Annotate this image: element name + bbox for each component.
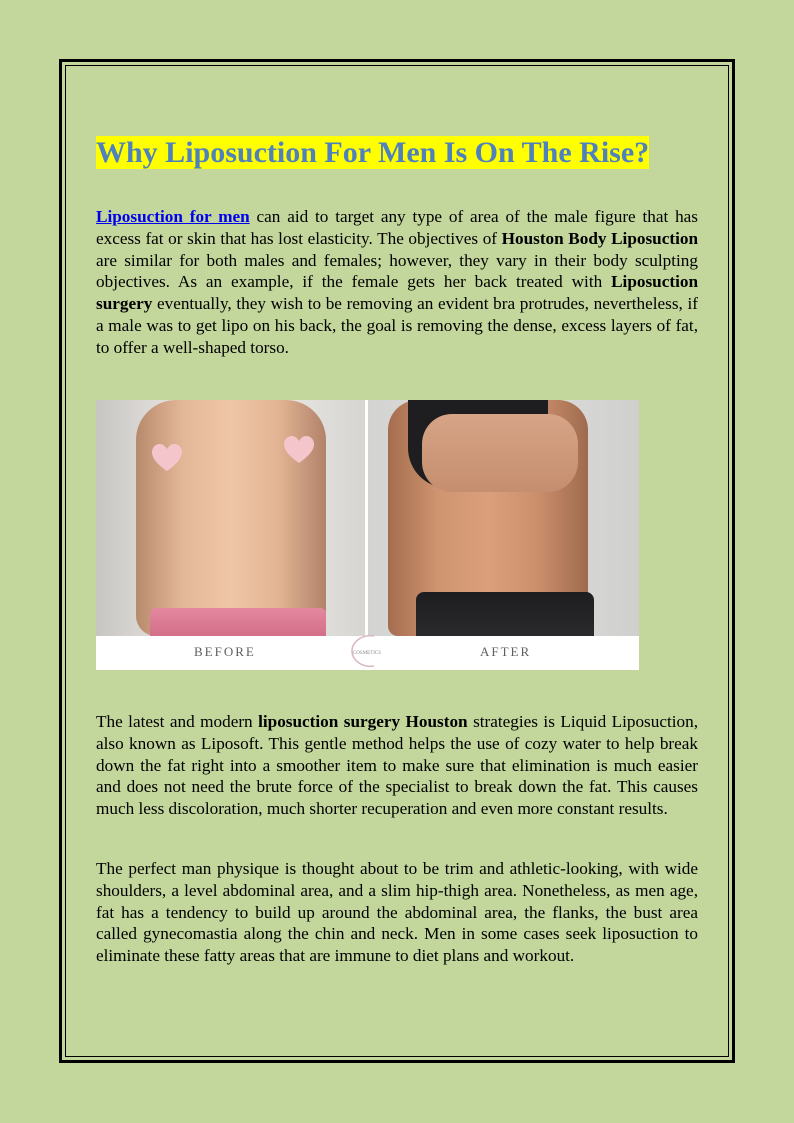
after-panel <box>368 400 639 636</box>
before-underwear <box>150 608 326 636</box>
before-after-photo <box>96 400 639 670</box>
liposuction-surgery-houston-term: liposuction surgery Houston <box>258 712 468 731</box>
logo-text: COSMETICS <box>352 651 382 656</box>
heart-icon <box>152 444 182 472</box>
title-container <box>96 133 698 173</box>
paragraph-physique: The perfect man physique is thought about to be trim and athletic-looking, with wide shoulders, a level abdominal area, and a slim hip-thigh area. Nonetheless, as men age, fat has a tendency to build up around the abdominal area, the flanks, the bust area called gynecomastia along the chin and neck. Men in some cases seek liposuction to eliminate these fatty areas that are immune to diet plans and workout. <box>96 859 698 966</box>
after-label: AFTER <box>480 644 532 659</box>
before-label: BEFORE <box>194 644 256 659</box>
page-title: Why Liposuction For Men Is On The Rise? <box>96 136 650 169</box>
liposuction-surgery-term: Liposuction surgery <box>96 272 698 314</box>
paragraph-intro <box>96 206 698 359</box>
paragraph-liposoft <box>96 711 698 820</box>
houston-body-liposuction-term: Houston Body Liposuction <box>501 228 699 248</box>
paragraph-liposoft-text-a: The latest and modern <box>96 712 259 731</box>
paragraph-intro-text-b: are similar for both males and females; however, they vary in their body sculpting objectives. As an example, if the female gets her back treated with <box>96 250 698 292</box>
paragraph-intro-text-a: can aid to target any type of area of the male figure that has excess fat or skin that has lost elasticity. The objectives of <box>96 207 698 248</box>
paragraph-intro-text-c: eventually, they wish to be removing an evident bra protrudes, nevertheless, if a male was to get lipo on his back, the goal is removing the dense, excess layers of fat, to offer a well-shaped torso. <box>96 294 698 357</box>
before-panel <box>96 400 365 636</box>
after-hands <box>422 414 578 492</box>
heart-icon <box>284 436 314 464</box>
paragraph-liposoft-text-b: strategies is Liquid Liposuction, also known as Liposoft. This gentle method helps the use of cozy water to help break down the fat right into a smoother item to make sure that elimination is much easier and does not need the brute force of the specialist to break down the fat. This causes much less discoloration, much shorter recuperation and even more constant results. <box>96 712 699 819</box>
cosmetics-logo <box>344 632 390 670</box>
liposuction-for-men-link[interactable]: Liposuction for men <box>96 207 250 226</box>
after-underwear <box>416 592 594 636</box>
